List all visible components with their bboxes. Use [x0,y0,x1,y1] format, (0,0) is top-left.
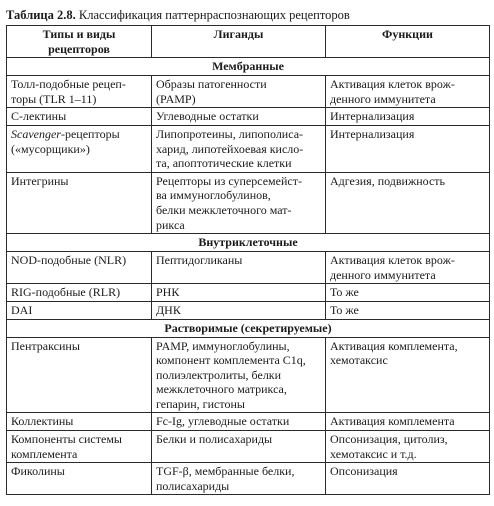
ligands-cell: Рецепторы из суперсемейст- ва иммуноглобулинов, белки межклеточного мат- рикса [152,172,326,233]
receptor-type-cell: Коллектины [7,413,152,431]
header-ligands: Лиганды [152,26,326,58]
table-title: Классификация паттернраспознающих рецепторов [78,8,350,22]
section-row [7,319,490,337]
header-functions: Функции [326,26,490,58]
ligands-cell: Пептидогликаны [152,252,326,284]
ligands-cell: ДНК [152,301,326,319]
ligands-cell: TGF-β, мембранные белки, полисахариды [152,463,326,495]
ligands-cell: PAMP, иммуноглобулины, компонент комплемента C1q, полиэлектролиты, белки межклеточного матрикса, гепарин, гистоны [152,337,326,413]
table-row [7,463,490,495]
receptor-type-cell: Интегрины [7,172,152,233]
receptor-type-cell: DAI [7,301,152,319]
receptor-type-cell: Scavenger-рецепторы («мусорщики») [7,125,152,172]
functions-cell: Опсонизация, цитолиз, хемотаксис и т.д. [326,431,490,463]
header-row [7,26,490,58]
receptor-type-cell: С-лектины [7,108,152,126]
functions-cell: Опсонизация [326,463,490,495]
section-title-membrane: Мембранные [7,58,490,76]
table-row [7,284,490,302]
ligands-cell: Fc-Ig, углеводные остатки [152,413,326,431]
header-types: Типы и виды рецепторов [7,26,152,58]
receptor-type-cell: Пентраксины [7,337,152,413]
table-row [7,125,490,172]
receptor-type-cell: Компоненты системы комплемента [7,431,152,463]
functions-cell: Активация комплемента [326,413,490,431]
table-caption [6,6,490,24]
table-row [7,172,490,233]
table-row [7,108,490,126]
functions-cell: То же [326,284,490,302]
functions-cell: Активация клеток врож- денного иммунитета [326,252,490,284]
functions-cell: Адгезия, подвижность [326,172,490,233]
section-row [7,234,490,252]
receptor-type-cell: NOD-подобные (NLR) [7,252,152,284]
section-row [7,58,490,76]
table-row [7,337,490,413]
table-row [7,252,490,284]
section-title-soluble: Растворимые (секретируемые) [7,319,490,337]
functions-cell: Активация клеток врож- денного иммунитета [326,76,490,108]
functions-cell: Интернализация [326,108,490,126]
functions-cell: То же [326,301,490,319]
ligands-cell: Образы патогенности (PAMP) [152,76,326,108]
receptor-type-cell: Толл-подобные рецеп- торы (TLR 1–11) [7,76,152,108]
ligands-cell: Углеводные остатки [152,108,326,126]
functions-cell: Интернализация [326,125,490,172]
ligands-cell: РНК [152,284,326,302]
functions-cell: Активация комплемента, хемотаксис [326,337,490,413]
section-title-intracellular: Внутриклеточные [7,234,490,252]
ligands-cell: Липопротеины, липополиса- харид, липотейхоевая кисло- та, апоптотические клетки [152,125,326,172]
table-row [7,301,490,319]
receptor-type-cell: RIG-подобные (RLR) [7,284,152,302]
table-row [7,431,490,463]
receptor-type-cell: Фиколины [7,463,152,495]
ligands-cell: Белки и полисахариды [152,431,326,463]
table-row [7,76,490,108]
table-number: Таблица 2.8. [6,8,76,22]
table-row [7,413,490,431]
scavenger-italic: Scavenger [11,126,61,141]
receptor-classification-table [6,25,490,495]
